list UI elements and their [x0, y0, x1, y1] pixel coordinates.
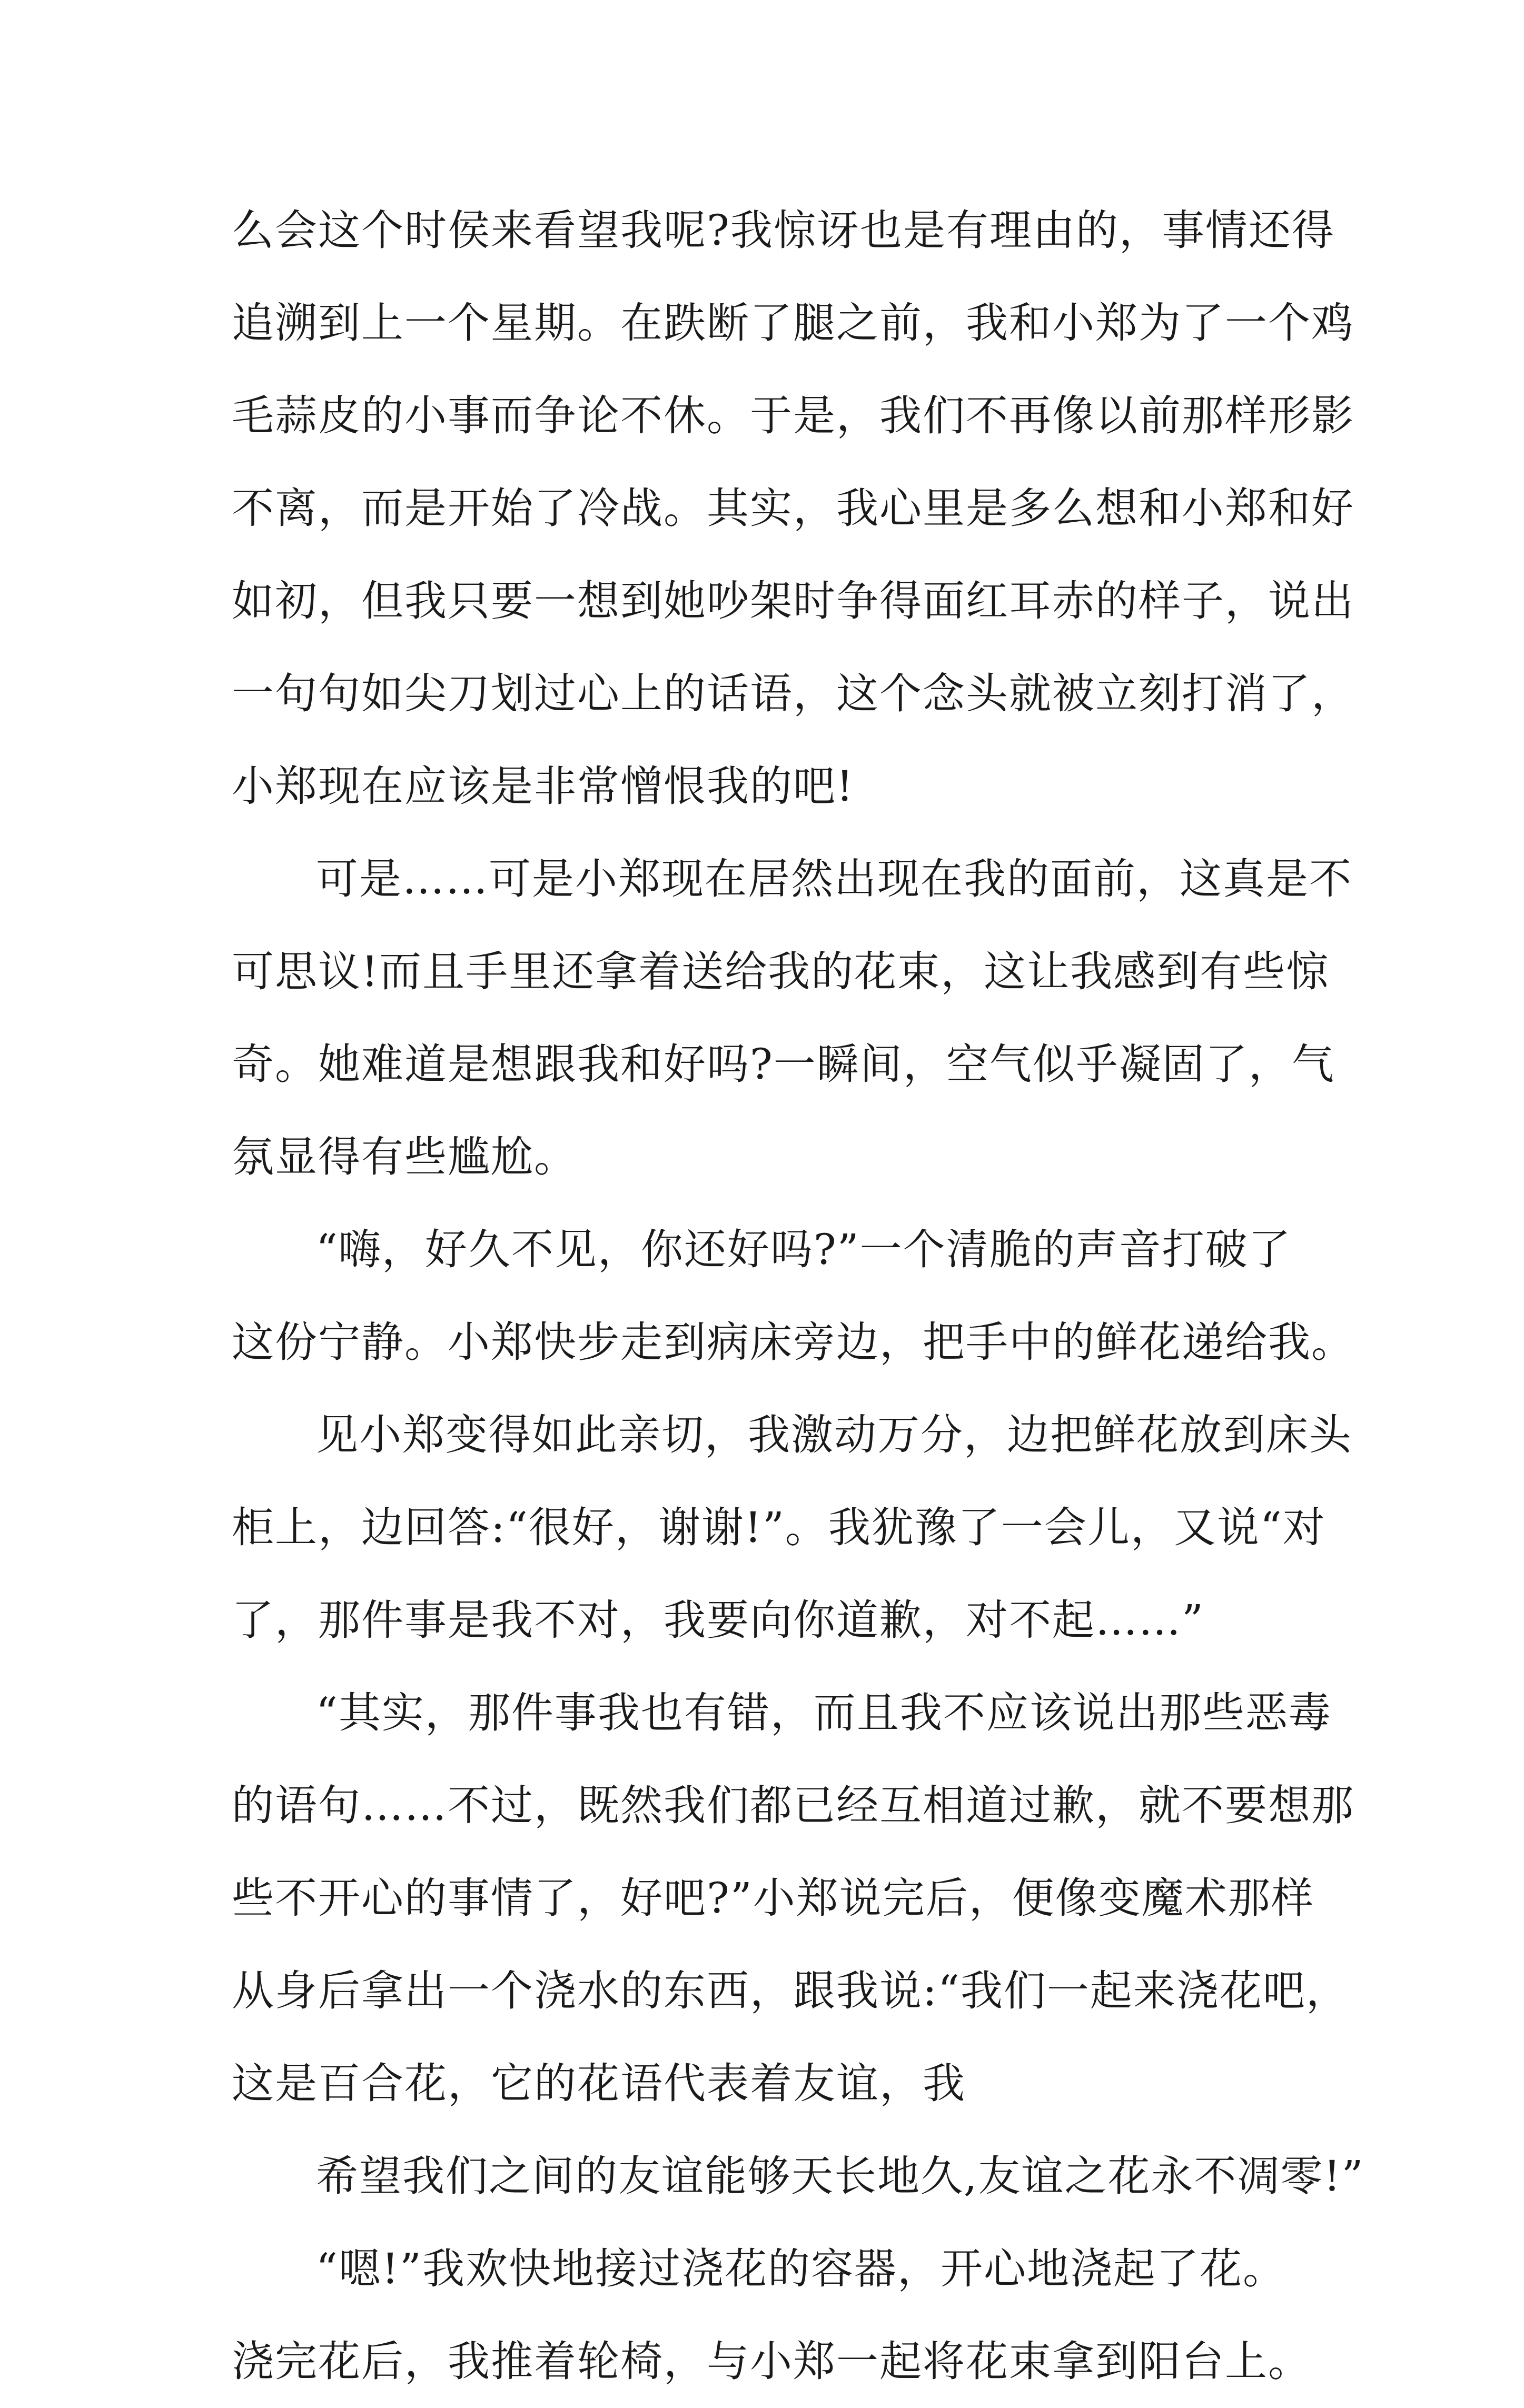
- paragraph-start-line: “嗨，好久不见，你还好吗?”一个清脆的声音打破了: [316, 1225, 1292, 1274]
- text-line: 柜上，边回答:“很好，谢谢!”。我犹豫了一会儿，又说“对: [232, 1503, 1326, 1552]
- text-line: 从身后拿出一个浇水的东西，跟我说:“我们一起来浇花吧，: [232, 1966, 1349, 2015]
- text-line: 一句句如尖刀划过心上的话语，这个念头就被立刻打消了，: [232, 669, 1354, 718]
- paragraph-start-line: “嗯!”我欢快地接过浇花的容器，开心地浇起了花。: [316, 2244, 1286, 2293]
- paragraph-start-line: 希望我们之间的友谊能够天长地久,友谊之花永不凋零!”: [316, 2152, 1364, 2201]
- paragraph-start-line: 可是……可是小郑现在居然出现在我的面前，这真是不: [316, 854, 1352, 903]
- text-line: 可思议!而且手里还拿着送给我的花束，这让我感到有些惊: [232, 947, 1330, 996]
- text-line: 的语句……不过，既然我们都已经互相道过歉，就不要想那: [232, 1781, 1354, 1830]
- paragraph-start-line: “其实，那件事我也有错，而且我不应该说出那些恶毒: [316, 1688, 1332, 1737]
- text-line: 浇完花后，我推着轮椅，与小郑一起将花束拿到阳台上。: [232, 2337, 1311, 2386]
- text-line: 这份宁静。小郑快步走到病床旁边，把手中的鲜花递给我。: [232, 1318, 1354, 1367]
- text-line: 毛蒜皮的小事而争论不休。于是，我们不再像以前那样形影: [232, 391, 1354, 440]
- text-line: 如初，但我只要一想到她吵架时争得面红耳赤的样子，说出: [232, 576, 1354, 625]
- body-text: [232, 184, 1364, 2408]
- text-line: 小郑现在应该是非常憎恨我的吧!: [232, 762, 855, 811]
- text-line: 追溯到上一个星期。在跌断了腿之前，我和小郑为了一个鸡: [232, 298, 1354, 347]
- text-line: 么会这个时侯来看望我呢?我惊讶也是有理由的，事情还得: [232, 206, 1335, 255]
- text-line: 些不开心的事情了，好吧?”小郑说完后，便像变魔术那样: [232, 1874, 1314, 1923]
- text-line: 这是百合花，它的花语代表着友谊，我: [232, 2059, 966, 2108]
- paragraph-start-line: 见小郑变得如此亲切，我激动万分，边把鲜花放到床头: [316, 1410, 1352, 1459]
- text-line: 奇。她难道是想跟我和好吗?一瞬间，空气似乎凝固了，气: [232, 1040, 1335, 1089]
- text-line: 了，那件事是我不对，我要向你道歉，对不起……”: [232, 1596, 1204, 1645]
- text-line: 氛显得有些尴尬。: [232, 1132, 577, 1181]
- text-line: 不离，而是开始了冷战。其实，我心里是多么想和小郑和好: [232, 484, 1354, 533]
